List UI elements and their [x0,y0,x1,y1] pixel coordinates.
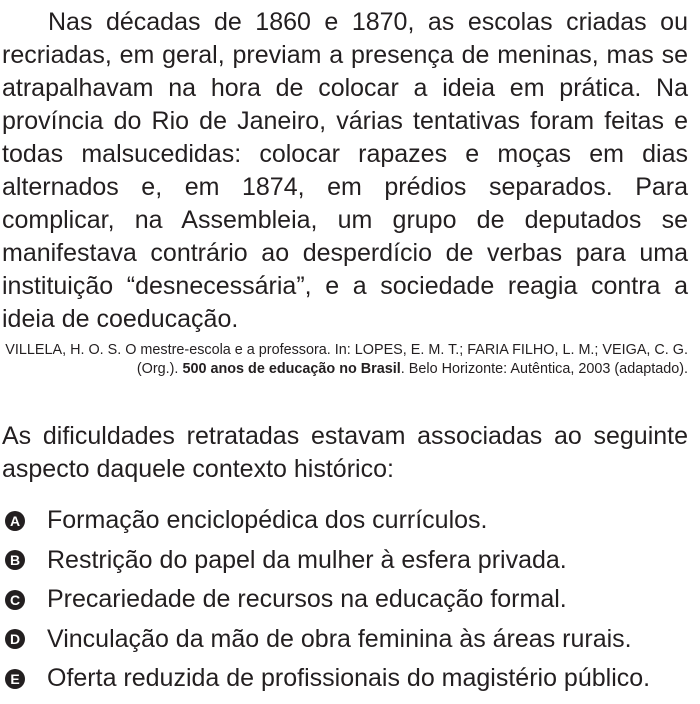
option-d-text: Vinculação da mão de obra feminina às áreas rurais. [47,624,632,653]
passage-body: Nas décadas de 1860 e 1870, as escolas criadas ou recriadas, em geral, previam a presença de meninas, mas se atrapalhavam na hora de colocar a ideia em prática. Na província do Rio de Janeiro, várias tentativas foram feitas e todas malsucedidas: colocar rapazes e moças em dias alternados e, em 1874, em prédios separados. Para complicar, na Assembleia, um grupo de deputados se manifestava contrário ao desperdício de verbas para uma instituição “desnecessária”, e a sociedade reagia contra a ideia de coeducação. [2,8,688,333]
option-e[interactable] [2,659,700,699]
option-d[interactable] [2,620,700,660]
citation-authors: VILLELA, H. O. S. O mestre-escola e a professora. In: LOPES, E. M. T.; FARIA FILHO, L. M.; VEIGA, C. G. (Org.). [5,342,688,377]
option-a[interactable] [2,501,700,541]
option-b-text: Restrição do papel da mulher à esfera privada. [47,545,567,574]
citation-publisher: . Belo Horizonte: Autêntica, 2003 (adaptado). [400,361,688,377]
option-e-letter-badge: E [5,669,25,689]
option-d-letter-badge: D [5,629,25,649]
option-c-text: Precariedade de recursos na educação formal. [47,585,567,614]
option-b-letter-badge: B [5,550,25,570]
option-a-text: Formação enciclopédica dos currículos. [47,506,488,535]
source-citation [2,341,688,379]
option-b[interactable] [2,541,700,581]
option-c-letter-badge: C [5,590,25,610]
question-stem: As dificuldades retratadas estavam associadas ao seguinte aspecto daquele contexto histórico: [2,422,688,483]
passage-text [2,6,688,336]
option-a-letter-badge: A [5,511,25,531]
option-c[interactable] [2,580,700,620]
citation-book-title: 500 anos de educação no Brasil [182,361,401,377]
option-e-text: Oferta reduzida de profissionais do magistério público. [47,664,651,693]
answer-options [2,501,700,699]
